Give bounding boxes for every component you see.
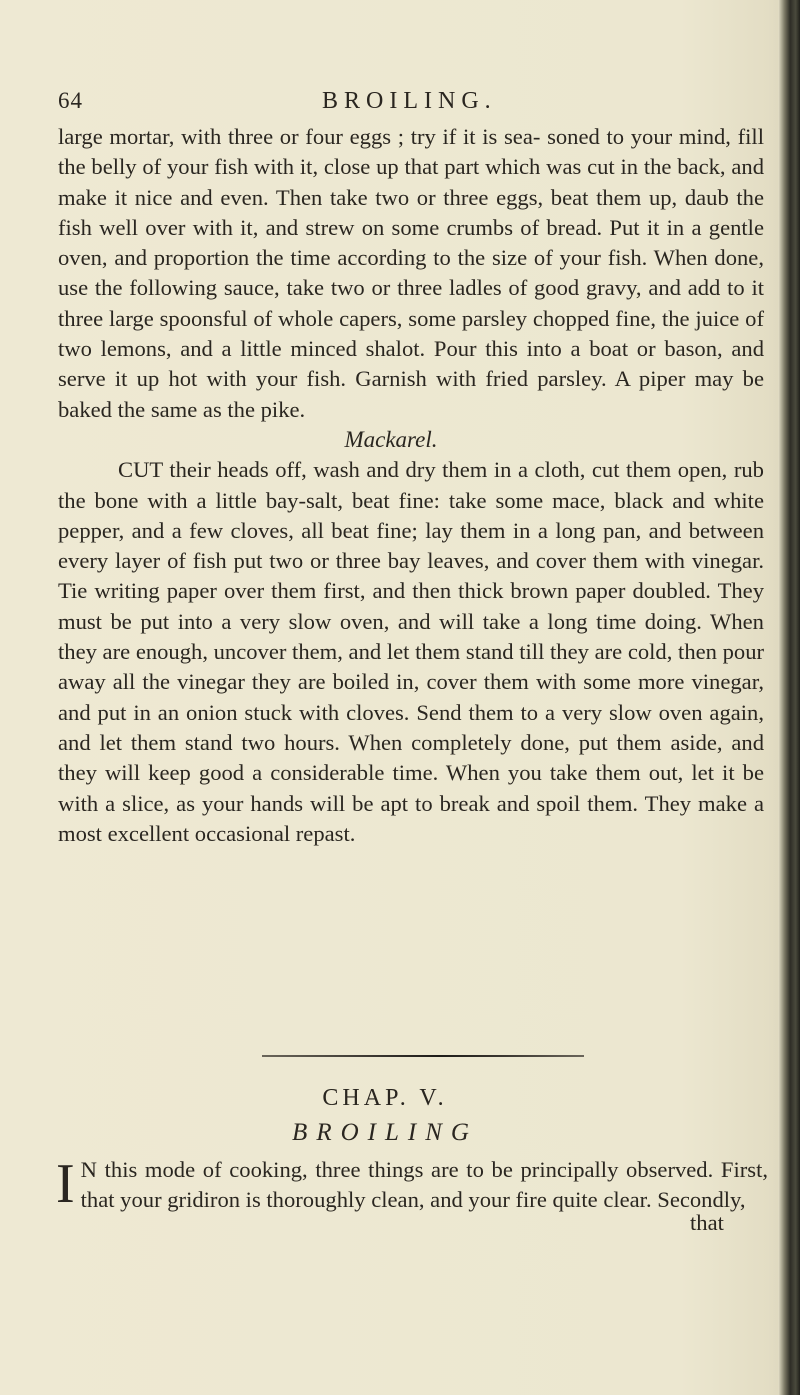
text-line: proportion the time according to the size of your fish.: [153, 245, 654, 271]
text-line: in an onion stuck with cloves. Send them to a very: [133, 699, 609, 725]
text-line: enough, uncover them, and let them stand till they: [135, 639, 595, 665]
text-line: let it be with a slice, as your hands will be apt to: [58, 760, 764, 816]
text-line: boiled in, cover them with some more vinegar, and put: [58, 669, 764, 725]
drop-cap: I: [56, 1153, 75, 1215]
chapter-number: CHAP. V.: [322, 1085, 448, 1111]
text-line: occasional repast.: [194, 820, 356, 846]
mackarel-paragraph: [58, 455, 764, 849]
text-line: pan, and between every layer of fish put two or three: [58, 517, 764, 574]
text-line: may be baked the same as the pike.: [58, 366, 764, 422]
text-line: it nice and even. Then take two or three eggs, beat: [114, 184, 597, 210]
text-line: bay leaves, and cover them with vinegar. Tie writing: [58, 548, 764, 604]
text-line: slow oven again, and let them stand two hours. When: [58, 699, 764, 755]
chapter-opening-paragraph: [56, 1155, 768, 1215]
text-line: them up, daub the fish well over with it, and strew on: [58, 184, 765, 240]
pike-paragraph: [58, 122, 764, 425]
text-line: the juice of two lemons, and a little minced shalot.: [58, 305, 764, 362]
text-line: some crumbs of bread. Put it in a gentle oven, and: [58, 214, 764, 271]
text-line: three ladles of good gravy, and add to it three large: [58, 275, 764, 331]
text-line: beat fine: take some mace, black and white pepper,: [58, 487, 764, 543]
binding-shadow: [778, 0, 800, 1395]
chapter-divider-rule: [262, 1055, 584, 1057]
text-line: large mortar, with three or four eggs ; try if it is sea-: [58, 124, 548, 149]
text-line: CUT their heads off, wash and dry them in a cloth,: [118, 457, 592, 483]
chapter-title: BROILING: [292, 1119, 478, 1146]
subheading-mackarel: Mackarel.: [344, 426, 438, 452]
running-title: BROILING.: [322, 88, 497, 114]
text-line: Pour this into a boat or bason, and serve it up hot: [58, 336, 764, 392]
text-line: soned to your mind, fill the belly of your fish with it,: [58, 124, 764, 180]
text-line: paper over them first, and then thick brown paper: [166, 578, 633, 604]
catchword: that: [690, 1210, 724, 1235]
text-line: doubled. They must be put into a very slow oven,: [58, 578, 765, 634]
text-line: are cold, then pour away all the vinegar they are: [58, 639, 765, 695]
page-number: 64: [58, 88, 83, 113]
page-header: [58, 88, 758, 120]
text-line: break and spoil them. They make a most excellent: [58, 790, 764, 846]
text-line: good a considerable time. When you take them out,: [198, 760, 692, 786]
text-line: cut them open, rub the bone with a little bay-salt,: [58, 457, 764, 513]
text-line: completely done, put them aside, and they will keep: [58, 729, 764, 786]
text-line: and will take a long time doing. When they are: [58, 608, 764, 665]
text-line: and a few cloves, all beat fine; lay them in a long: [131, 517, 603, 543]
text-line: close up that part which was cut in the back, and make: [58, 154, 764, 210]
body-text: [58, 122, 764, 849]
text-line: with your fish. Garnish with fried parsley. A piper: [206, 366, 695, 392]
chapter-opening-text: N this mode of cooking, three things are to be principally observed. First, that your gridiron is thoroughly clean, and your fire quite clear. Secondly,: [80, 1157, 768, 1212]
text-line: When done, use the following sauce, take two or: [58, 245, 764, 301]
text-line: spoonsful of whole capers, some parsley chopped fine,: [159, 305, 662, 331]
